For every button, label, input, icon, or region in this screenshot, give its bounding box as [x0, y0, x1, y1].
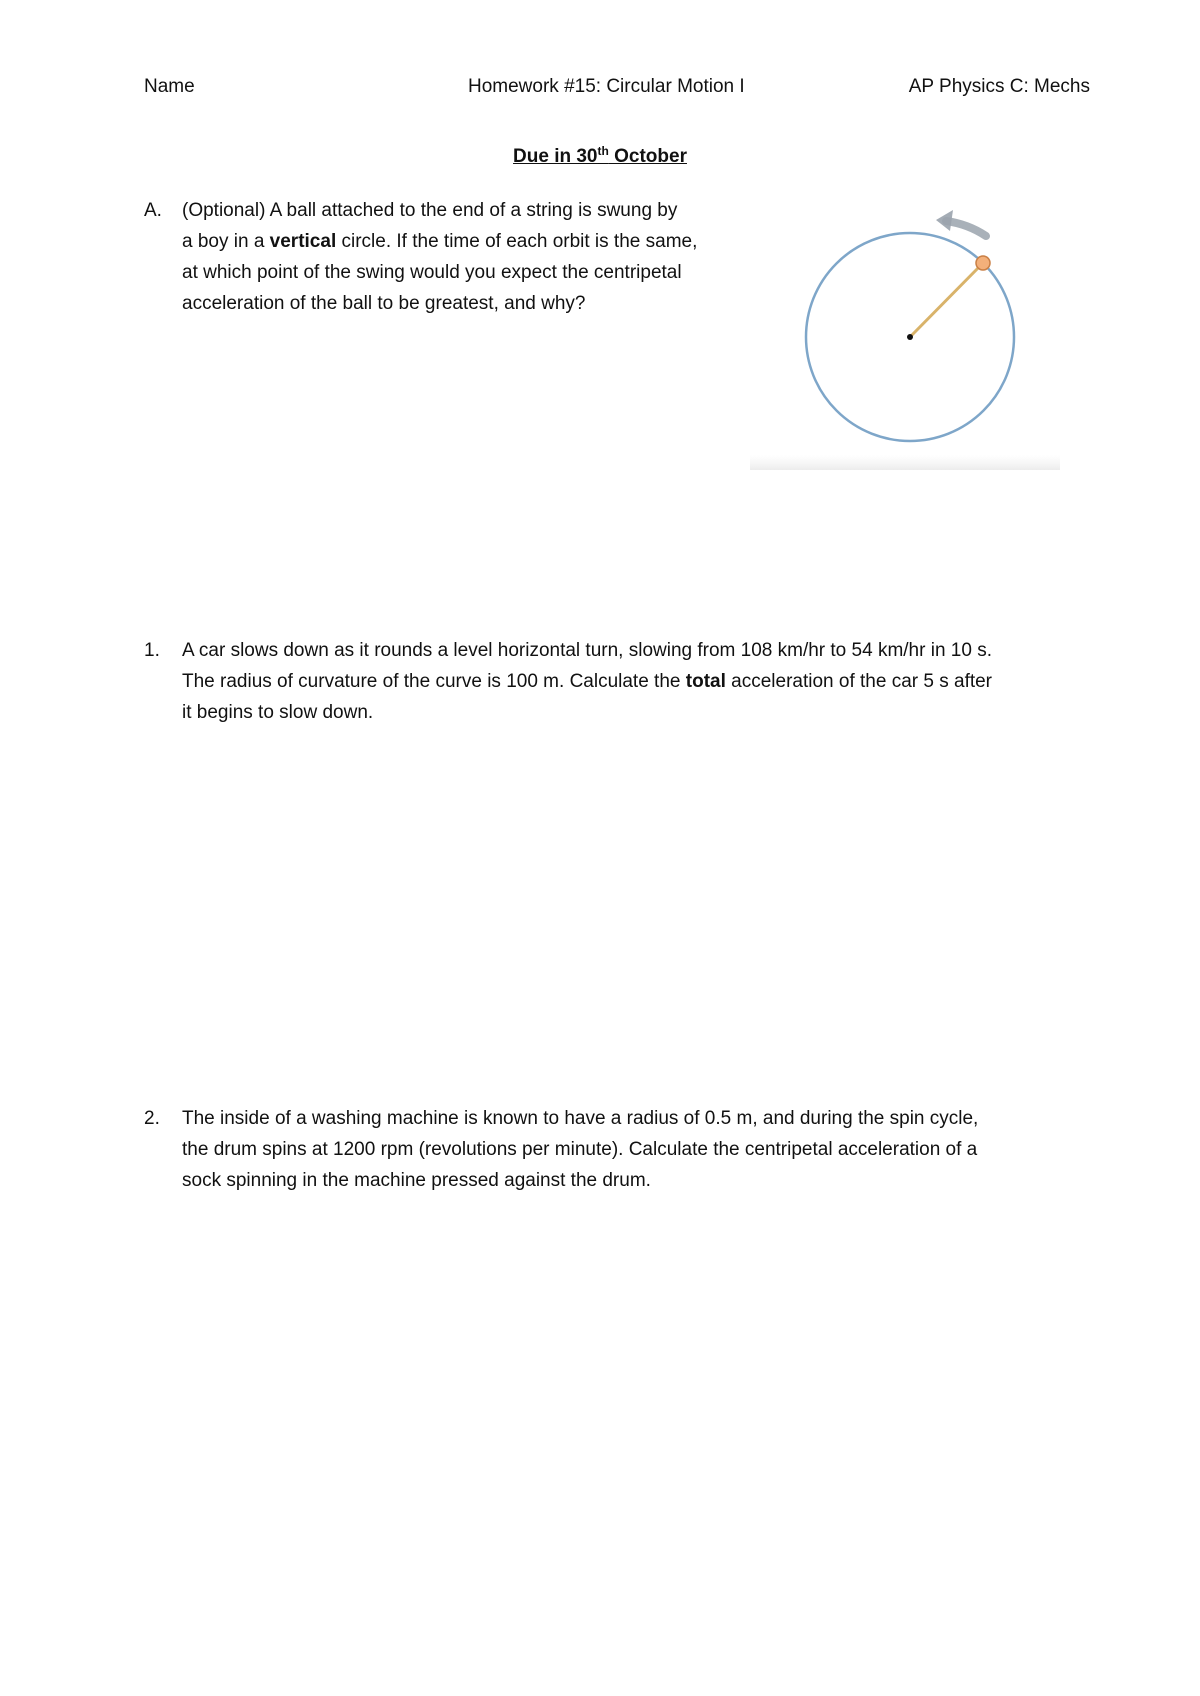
- question-a-line-2: [182, 226, 742, 257]
- question-a-line-3: at which point of the swing would you expect the centripetal: [182, 262, 682, 283]
- question-1-line-2-post: acceleration of the car 5 s after: [725, 671, 993, 692]
- due-suffix: October: [608, 146, 687, 167]
- question-1-text: [182, 635, 1072, 728]
- homework-title: Homework #15: Circular Motion I: [468, 76, 745, 97]
- due-date: [0, 145, 1200, 169]
- pivot-point: [907, 334, 913, 340]
- vertical-circle-figure: [750, 205, 1060, 470]
- question-2-label: 2.: [144, 1108, 160, 1129]
- name-label: Name: [144, 76, 195, 97]
- string-line: [910, 263, 983, 337]
- question-a-line-2-post: circle. If the time of each orbit is the same,: [336, 231, 698, 252]
- question-a-line-4: acceleration of the ball to be greatest, and why?: [182, 293, 586, 314]
- ball: [976, 256, 990, 270]
- due-prefix: Due in 30: [513, 146, 598, 167]
- question-1-label: 1.: [144, 640, 160, 661]
- question-2-line-1: The inside of a washing machine is known to have a radius of 0.5 m, and during the spin cycle,: [182, 1108, 979, 1129]
- due-superscript: th: [597, 144, 609, 158]
- question-2-text: [182, 1103, 1072, 1196]
- question-1-line-2: [182, 666, 1072, 697]
- course-label: AP Physics C: Mechs: [908, 76, 1090, 97]
- motion-arrowhead-icon: [936, 210, 953, 231]
- vertical-circle-diagram: [750, 205, 1060, 470]
- question-1-line-2-pre: The radius of curvature of the curve is 100 m. Calculate the: [182, 671, 686, 692]
- question-a-text: [182, 195, 742, 319]
- figure-shadow: [750, 455, 1060, 470]
- question-a-line-2-pre: a boy in a: [182, 231, 270, 252]
- question-1-line-2-bold: total: [685, 671, 726, 692]
- question-a-line-2-bold: vertical: [269, 231, 337, 252]
- question-2-line-3: sock spinning in the machine pressed against the drum.: [182, 1170, 651, 1191]
- question-2-line-2: the drum spins at 1200 rpm (revolutions per minute). Calculate the centripetal acceleration of a: [182, 1139, 978, 1160]
- question-1-line-1: A car slows down as it rounds a level horizontal turn, slowing from 108 km/hr to 54 km/hr in 10 s.: [182, 640, 992, 661]
- question-a-line-1: (Optional) A ball attached to the end of a string is swung by: [182, 200, 678, 221]
- question-1-line-3: it begins to slow down.: [182, 702, 374, 723]
- question-a-label: A.: [144, 200, 162, 221]
- motion-arrow-icon: [946, 221, 986, 236]
